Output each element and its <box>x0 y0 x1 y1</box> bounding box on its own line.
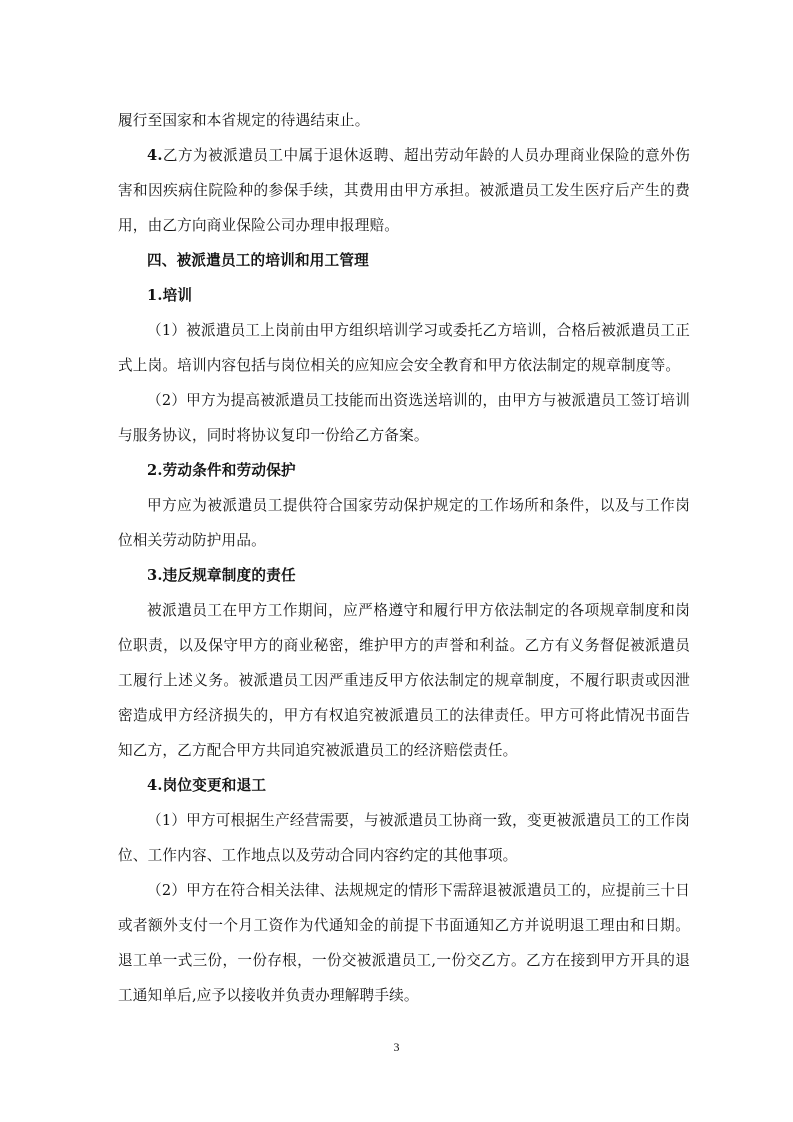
paragraph-number: 4. <box>147 147 163 164</box>
subheading-position-change: 4.岗位变更和退工 <box>147 777 267 794</box>
paragraph-position-change-2: （2）甲方在符合相关法律、法规规定的情形下需辞退被派遣员工的，应提前三十日或者额外支付一个月工资作为代通知金的前提下书面通知乙方并说明退工理由和日期。退工单一式三份，一份存根，一份交被派遣员工,一份交乙方。乙方在接到甲方开具的退工通知单后,应予以接收并负责办理解聘手续。 <box>118 882 690 1004</box>
paragraph-continuation: 履行至国家和本省规定的待遇结束止。 <box>118 112 370 129</box>
subheading-rule-violation: 3.违反规章制度的责任 <box>147 567 296 584</box>
paragraph-labor-conditions: 甲方应为被派遣员工提供符合国家劳动保护规定的工作场所和条件，以及与工作岗位相关劳动防护用品。 <box>118 497 690 549</box>
section-heading-training-management: 四、被派遣员工的培训和用工管理 <box>147 252 369 269</box>
page-number: 3 <box>393 1040 400 1054</box>
paragraph-insurance <box>118 138 690 243</box>
paragraph-rule-violation: 被派遣员工在甲方工作期间，应严格遵守和履行甲方依法制定的各项规章制度和岗位职责，以及保守甲方的商业秘密，维护甲方的声誉和利益。乙方有义务督促被派遣员工履行上述义务。被派遣员工因严重违反甲方依法制定的规章制度，不履行职责或因泄密造成甲方经济损失的，甲方有权追究被派遣员工的法律责任。甲方可将此情况书面告知乙方，乙方配合甲方共同追究被派遣员工的经济赔偿责任。 <box>118 602 690 759</box>
paragraph-insurance-text: 乙方为被派遣员工中属于退休返聘、超出劳动年龄的人员办理商业保险的意外伤害和因疾病住院险种的参保手续，其费用由甲方承担。被派遣员工发生医疗后产生的费用，由乙方向商业保险公司办理申报理赔。 <box>118 147 690 234</box>
subheading-labor-conditions: 2.劳动条件和劳动保护 <box>147 462 296 479</box>
paragraph-position-change-1: （1）甲方可根据生产经营需要，与被派遣员工协商一致，变更被派遣员工的工作岗位、工作内容、工作地点以及劳动合同内容约定的其他事项。 <box>118 812 690 864</box>
paragraph-training-2: （2）甲方为提高被派遣员工技能而出资选送培训的，由甲方与被派遣员工签订培训与服务协议，同时将协议复印一份给乙方备案。 <box>118 392 690 444</box>
paragraph-training-1: （1）被派遣员工上岗前由甲方组织培训学习或委托乙方培训，合格后被派遣员工正式上岗。培训内容包括与岗位相关的应知应会安全教育和甲方依法制定的规章制度等。 <box>118 322 690 374</box>
subheading-training: 1.培训 <box>147 287 193 304</box>
document-body <box>118 103 690 1013</box>
